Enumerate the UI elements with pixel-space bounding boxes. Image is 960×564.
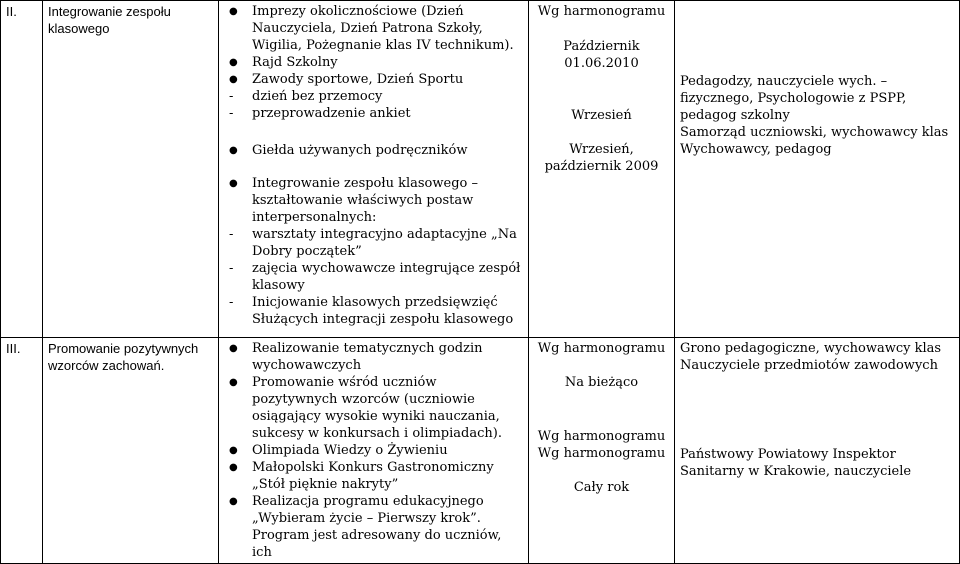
table-row-iii bbox=[1, 338, 960, 564]
responsible-text: Nauczyciele przedmiotów zawodowych bbox=[680, 358, 938, 373]
sub-item: - warsztaty integracyjno adaptacyjne „Na Dobry początek” bbox=[224, 226, 523, 260]
goal-title: Promowanie pozytywnych wzorców zachowań. bbox=[43, 338, 219, 564]
task-list bbox=[224, 142, 523, 159]
list-item: ● Zawody sportowe, Dzień Sportu bbox=[224, 71, 523, 88]
list-item: ● Olimpiada Wiedzy o Żywieniu bbox=[224, 442, 523, 459]
task-list bbox=[224, 3, 523, 88]
responsible-text: Grono pedagogiczne, wychowawcy klas bbox=[680, 341, 942, 356]
list-item: ● Realizowanie tematycznych godzin wychowawczych bbox=[224, 340, 523, 374]
term: Na bieżąco bbox=[564, 375, 639, 390]
responsible-cell bbox=[675, 1, 960, 338]
term: Wrzesień, październik 2009 bbox=[544, 142, 659, 174]
sub-item: - zajęcia wychowawcze integrujące zespół klasowy bbox=[224, 260, 523, 294]
term: Wg harmonogramu bbox=[537, 341, 666, 356]
term: Wrzesień bbox=[571, 108, 632, 123]
term: Cały rok bbox=[573, 480, 630, 495]
list-item: ● Małopolski Konkurs Gastronomiczny „Stół pięknie nakryty” bbox=[224, 459, 523, 493]
terms-cell bbox=[529, 1, 675, 338]
term: Wg harmonogramu bbox=[537, 4, 666, 19]
list-item: ● Imprezy okolicznościowe (Dzień Nauczyciela, Dzień Patrona Szkoły, Wigilia, Pożegnanie klas IV technikum). bbox=[224, 3, 523, 54]
goal-title: Integrowanie zespołu klasowego bbox=[43, 1, 219, 338]
responsible-cell bbox=[675, 338, 960, 564]
responsible-text: Państwowy Powiatowy Inspektor Sanitarny w Krakowie, nauczyciele bbox=[680, 447, 912, 479]
sub-item: - przeprowadzenie ankiet bbox=[224, 105, 523, 122]
terms-cell bbox=[529, 338, 675, 564]
term: 01.06.2010 bbox=[564, 56, 639, 71]
sub-item: - Inicjowanie klasowych przedsięwzięć Służących integracji zespołu klasowego bbox=[224, 294, 523, 328]
task-list bbox=[224, 340, 523, 561]
list-item: ● Rajd Szkolny bbox=[224, 54, 523, 71]
tasks-cell bbox=[219, 338, 529, 564]
responsible-text: Samorząd uczniowski, wychowawcy klas bbox=[680, 125, 949, 140]
term: Wg harmonogramu bbox=[537, 429, 666, 444]
tasks-cell bbox=[219, 1, 529, 338]
responsible-text: Wychowawcy, pedagog bbox=[680, 142, 832, 157]
term: Październik bbox=[563, 39, 640, 54]
list-item: ● Promowanie wśród uczniów pozytywnych wzorców (uczniowie osiągający wysokie wyniki nauczania, sukcesy w konkursach i olimpiadach). bbox=[224, 374, 523, 442]
row-number: II. bbox=[1, 1, 43, 338]
term: Wg harmonogramu bbox=[537, 446, 666, 461]
list-item: ● Giełda używanych podręczników bbox=[224, 142, 523, 159]
responsible-text: Pedagodzy, nauczyciele wych. – fizycznego, Psychologowie z PSPP, pedagog szkolny bbox=[680, 74, 907, 123]
list-item: ● Integrowanie zespołu klasowego – kształtowanie właściwych postaw interpersonalnych: bbox=[224, 175, 523, 226]
sub-item: - dzień bez przemocy bbox=[224, 88, 523, 105]
task-list bbox=[224, 175, 523, 226]
list-item: ● Realizacja programu edukacyjnego „Wybieram życie – Pierwszy krok”. Program jest adresowany do uczniów, ich bbox=[224, 493, 523, 561]
row-number: III. bbox=[1, 338, 43, 564]
table-row-ii bbox=[1, 1, 960, 338]
